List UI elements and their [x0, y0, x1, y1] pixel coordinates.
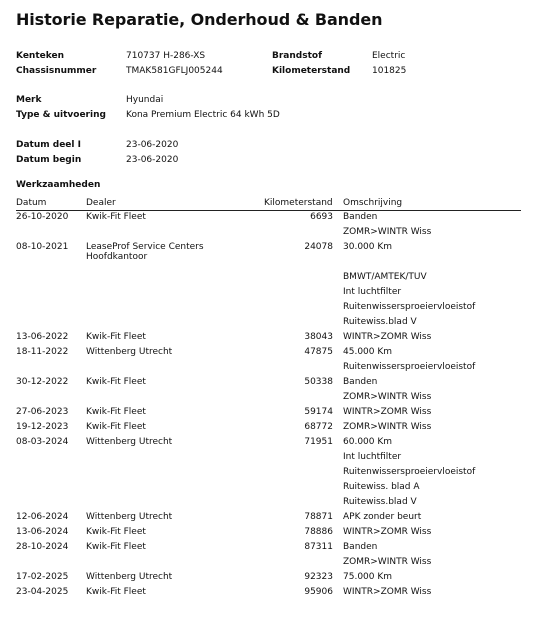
row-omschrijving: Banden: [343, 542, 378, 552]
chassis-value: TMAK581GFLJ005244: [126, 66, 223, 76]
row-kilometerstand: 38043: [304, 332, 333, 342]
row-omschrijving: 60.000 Km: [343, 437, 393, 447]
kilometerstand-label: Kilometerstand: [272, 66, 351, 76]
row-date: 23-04-2025: [16, 587, 69, 597]
row-dealer: Kwik-Fit Fleet: [86, 332, 146, 342]
row-omschrijving: Ruitenwissersproeiervloeistof: [343, 362, 476, 372]
datum-deel-i-label: Datum deel I: [16, 140, 81, 150]
row-date: 30-12-2022: [16, 377, 69, 387]
kenteken-label: Kenteken: [16, 51, 64, 61]
row-omschrijving: WINTR>ZOMR Wiss: [343, 527, 432, 537]
row-date: 26-10-2020: [16, 212, 69, 222]
datum-begin-label: Datum begin: [16, 155, 82, 165]
column-header-omschrijving: Omschrijving: [343, 198, 403, 208]
row-dealer: Wittenberg Utrecht: [86, 437, 173, 447]
row-omschrijving: BMWT/AMTEK/TUV: [343, 272, 427, 282]
column-header-kilometerstand: Kilometerstand: [264, 198, 333, 208]
row-omschrijving: APK zonder beurt: [343, 512, 422, 522]
merk-label: Merk: [16, 95, 42, 105]
row-date: 19-12-2023: [16, 422, 69, 432]
row-dealer: Kwik-Fit Fleet: [86, 542, 146, 552]
row-dealer: Kwik-Fit Fleet: [86, 212, 146, 222]
row-kilometerstand: 71951: [304, 437, 333, 447]
row-omschrijving: 75.000 Km: [343, 572, 393, 582]
row-kilometerstand: 24078: [304, 242, 333, 252]
row-omschrijving: ZOMR>WINTR Wiss: [343, 392, 432, 402]
row-omschrijving: Ruitewiss.blad V: [343, 497, 417, 507]
row-dealer: Kwik-Fit Fleet: [86, 527, 146, 537]
type-label: Type & uitvoering: [16, 110, 106, 120]
row-dealer: Kwik-Fit Fleet: [86, 407, 146, 417]
row-date: 17-02-2025: [16, 572, 69, 582]
row-dealer: Kwik-Fit Fleet: [86, 377, 146, 387]
row-date: 27-06-2023: [16, 407, 69, 417]
kenteken-value: 710737 H-286-XS: [126, 51, 206, 61]
row-date: 08-10-2021: [16, 242, 69, 252]
kilometerstand-value: 101825: [372, 66, 407, 76]
section-title: Werkzaamheden: [16, 180, 101, 190]
row-omschrijving: Int luchtfilter: [343, 452, 402, 462]
row-date: 18-11-2022: [16, 347, 69, 357]
row-dealer: LeaseProf Service Centers: [86, 242, 204, 252]
brandstof-label: Brandstof: [272, 51, 322, 61]
merk-value: Hyundai: [126, 95, 164, 105]
type-value: Kona Premium Electric 64 kWh 5D: [126, 110, 280, 120]
row-omschrijving: WINTR>ZOMR Wiss: [343, 587, 432, 597]
row-date: 08-03-2024: [16, 437, 69, 447]
row-dealer: Kwik-Fit Fleet: [86, 587, 146, 597]
row-kilometerstand: 78886: [304, 527, 333, 537]
row-kilometerstand: 87311: [304, 542, 333, 552]
row-omschrijving: Ruitewiss.blad V: [343, 317, 417, 327]
row-omschrijving: ZOMR>WINTR Wiss: [343, 557, 432, 567]
row-dealer: Wittenberg Utrecht: [86, 347, 173, 357]
row-kilometerstand: 47875: [304, 347, 333, 357]
datum-deel-i-value: 23-06-2020: [126, 140, 179, 150]
row-kilometerstand: 6693: [310, 212, 333, 222]
row-kilometerstand: 95906: [304, 587, 333, 597]
row-kilometerstand: 68772: [304, 422, 333, 432]
row-omschrijving: Ruitenwissersproeiervloeistof: [343, 302, 476, 312]
row-dealer: Hoofdkantoor: [86, 252, 148, 262]
row-dealer: Wittenberg Utrecht: [86, 572, 173, 582]
row-date: 28-10-2024: [16, 542, 69, 552]
datum-begin-value: 23-06-2020: [126, 155, 179, 165]
column-header-datum: Datum: [16, 198, 47, 208]
row-kilometerstand: 92323: [304, 572, 333, 582]
row-omschrijving: Ruitewiss. blad A: [343, 482, 420, 492]
row-omschrijving: 45.000 Km: [343, 347, 393, 357]
column-header-dealer: Dealer: [86, 198, 116, 208]
row-date: 13-06-2022: [16, 332, 69, 342]
row-kilometerstand: 78871: [304, 512, 333, 522]
row-omschrijving: WINTR>ZOMR Wiss: [343, 332, 432, 342]
row-omschrijving: WINTR>ZOMR Wiss: [343, 407, 432, 417]
row-omschrijving: Banden: [343, 377, 378, 387]
row-dealer: Kwik-Fit Fleet: [86, 422, 146, 432]
chassis-label: Chassisnummer: [16, 66, 97, 76]
row-omschrijving: ZOMR>WINTR Wiss: [343, 422, 432, 432]
row-omschrijving: Ruitenwissersproeiervloeistof: [343, 467, 476, 477]
row-kilometerstand: 50338: [304, 377, 333, 387]
row-omschrijving: Banden: [343, 212, 378, 222]
row-dealer: Wittenberg Utrecht: [86, 512, 173, 522]
row-date: 12-06-2024: [16, 512, 69, 522]
row-date: 13-06-2024: [16, 527, 69, 537]
brandstof-value: Electric: [372, 51, 406, 61]
row-omschrijving: ZOMR>WINTR Wiss: [343, 227, 432, 237]
page-title: Historie Reparatie, Onderhoud & Banden: [16, 10, 383, 29]
row-omschrijving: 30.000 Km: [343, 242, 393, 252]
row-omschrijving: Int luchtfilter: [343, 287, 402, 297]
row-kilometerstand: 59174: [304, 407, 333, 417]
